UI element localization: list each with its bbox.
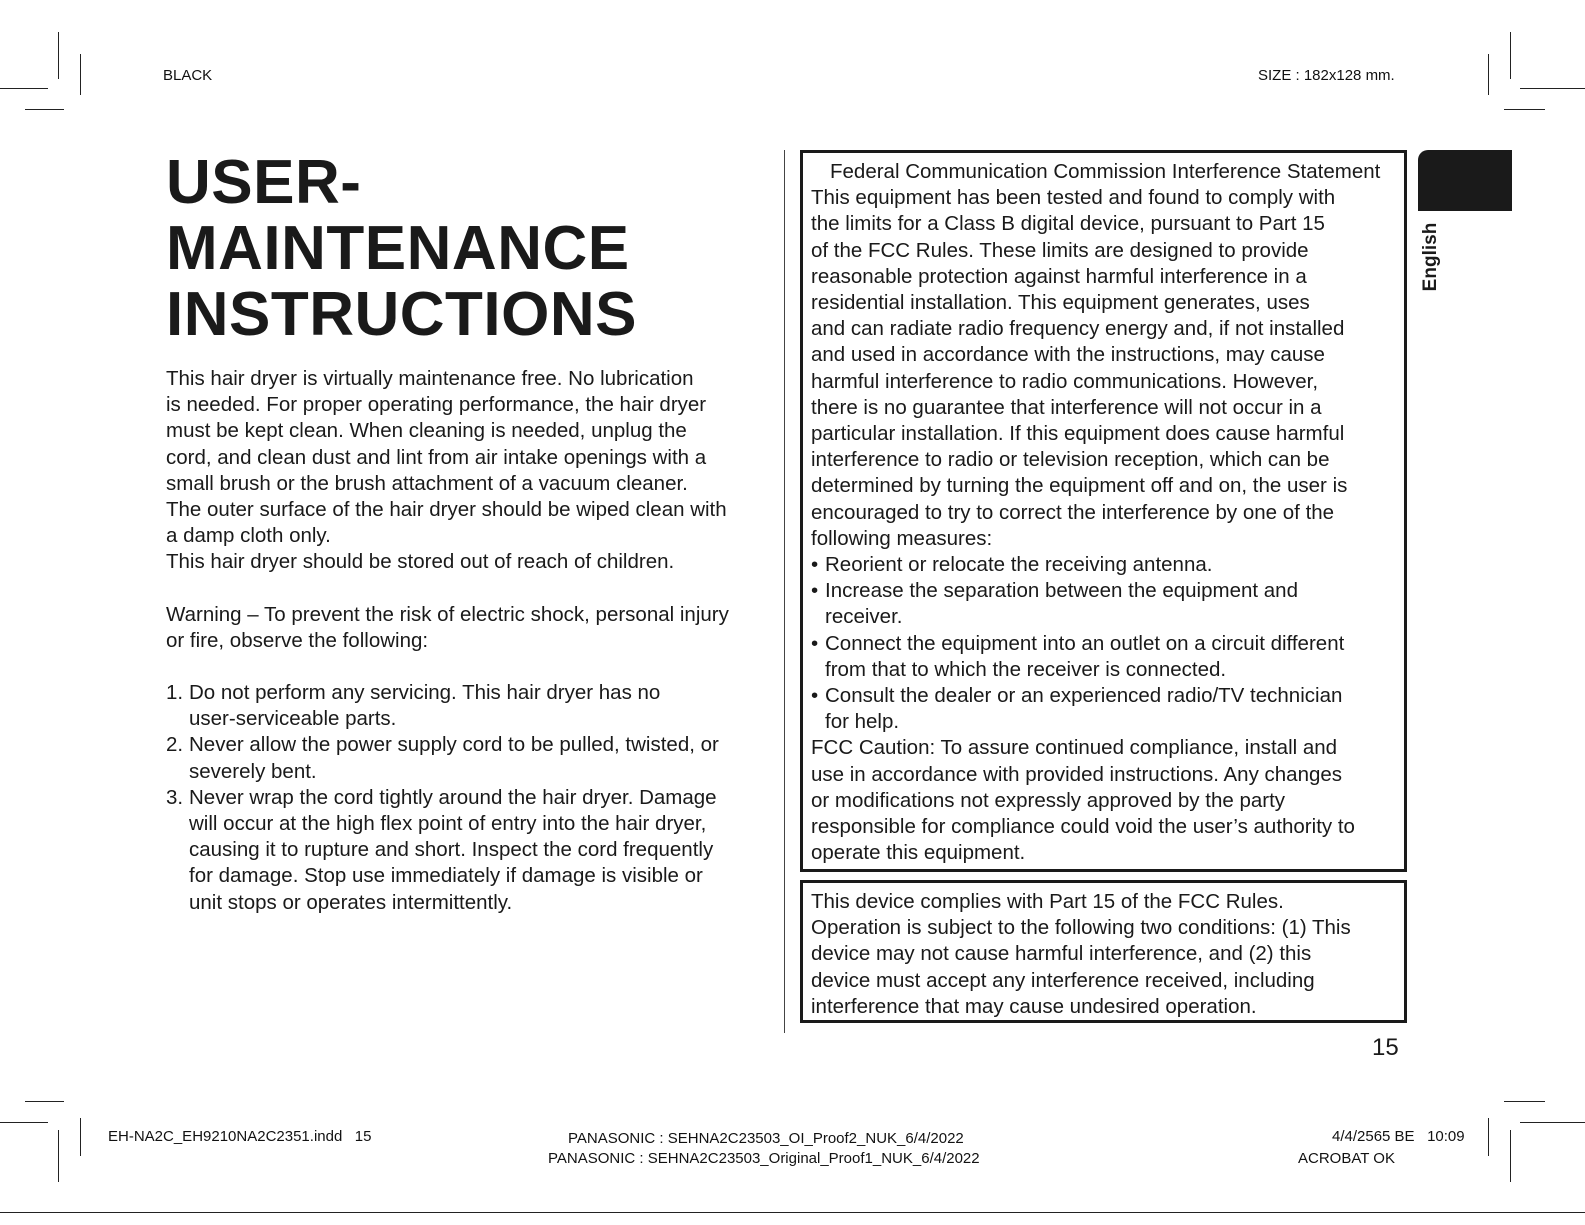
- text-line: responsible for compliance could void the user’s authority to: [811, 815, 1355, 839]
- text-line: and can radiate radio frequency energy and, if not installed: [811, 317, 1345, 341]
- text-line: reasonable protection against harmful interference in a: [811, 264, 1307, 288]
- maintenance-section: [166, 366, 776, 916]
- text-line: receiver.: [825, 605, 903, 629]
- crop-mark: [1504, 109, 1545, 110]
- crop-mark: [0, 1122, 48, 1123]
- text-line: is needed. For proper operating performance, the hair dryer: [166, 393, 707, 417]
- text-line: device may not cause harmful interference, and (2) this: [811, 942, 1312, 966]
- step-number: 2.: [166, 733, 184, 757]
- crop-mark: [80, 54, 81, 95]
- text-line: determined by turning the equipment off and on, the user is: [811, 474, 1348, 498]
- status-label: ACROBAT OK: [1298, 1150, 1395, 1167]
- list-item: [811, 631, 1404, 683]
- text-line: FCC Caution: To assure continued compliance, install and: [811, 736, 1338, 760]
- list-item: [811, 552, 1404, 578]
- page-bottom-edge: [0, 1212, 1585, 1213]
- text-line: will occur at the high flex point of entry into the hair dryer,: [189, 812, 707, 836]
- text-line: This hair dryer is virtually maintenance free. No lubrication: [166, 367, 694, 390]
- text-line: particular installation. If this equipment does cause harmful: [811, 422, 1345, 446]
- text-line: device must accept any interference received, including: [811, 968, 1315, 992]
- text-line: This device complies with Part 15 of the FCC Rules.: [811, 890, 1284, 913]
- text-line: from that to which the receiver is connected.: [825, 657, 1227, 681]
- text-line: encouraged to try to correct the interference by one of the: [811, 500, 1335, 524]
- text-line: or fire, observe the following:: [166, 628, 429, 652]
- bullet-icon: •: [811, 553, 819, 577]
- column-divider: [784, 150, 785, 1033]
- crop-mark: [1510, 1130, 1511, 1182]
- text-line: This equipment has been tested and found to comply with: [811, 186, 1336, 210]
- fcc-caution: [811, 735, 1404, 866]
- title-line: INSTRUCTIONS: [166, 280, 637, 349]
- bullet-icon: •: [811, 684, 819, 708]
- list-item: [166, 785, 776, 916]
- text-line: Warning – To prevent the risk of electric shock, personal injury: [166, 602, 729, 626]
- step-number: 1.: [166, 681, 184, 705]
- text-line: cord, and clean dust and lint from air intake openings with a: [166, 445, 707, 469]
- text-line: Increase the separation between the equipment and: [825, 579, 1298, 603]
- fcc-paragraph: [811, 185, 1404, 552]
- title-line: MAINTENANCE: [166, 214, 630, 283]
- list-item: [811, 683, 1404, 735]
- language-tab: [1418, 150, 1512, 211]
- text-line: small brush or the brush attachment of a vacuum cleaner.: [166, 471, 688, 495]
- color-label: BLACK: [163, 67, 213, 84]
- page-title: [166, 150, 637, 348]
- text-line: there is no guarantee that interference will not occur in a: [811, 395, 1322, 419]
- crop-mark: [25, 109, 64, 110]
- crop-mark: [1488, 1118, 1489, 1156]
- warning-paragraph: [166, 602, 776, 654]
- text-line: This hair dryer should be stored out of reach of children.: [166, 550, 675, 574]
- fcc-heading: Federal Communication Commission Interference Statement: [830, 160, 1381, 183]
- list-item: [166, 680, 776, 732]
- text-line: for help.: [825, 710, 900, 734]
- text-line: residential installation. This equipment generates, uses: [811, 291, 1310, 315]
- text-line: unit stops or operates intermittently.: [189, 890, 513, 914]
- crop-mark: [25, 1101, 64, 1102]
- text-line: user-serviceable parts.: [189, 707, 397, 731]
- crop-mark: [80, 1118, 81, 1156]
- text-line: Never wrap the cord tightly around the hair dryer. Damage: [189, 785, 717, 809]
- text-line: following measures:: [811, 526, 993, 550]
- date-time: 4/4/2565 BE 10:09: [1332, 1128, 1465, 1145]
- text-line: interference to radio or television reception, which can be: [811, 448, 1330, 472]
- fcc-statement-box: [800, 150, 1407, 872]
- language-label: English: [1420, 222, 1441, 292]
- crop-mark: [1510, 32, 1511, 79]
- proof-line: PANASONIC : SEHNA2C23503_OI_Proof2_NUK_6/4/2022: [568, 1130, 964, 1147]
- servicing-steps: [166, 680, 776, 916]
- crop-mark: [1520, 1122, 1585, 1123]
- crop-mark: [58, 32, 59, 79]
- text-line: the limits for a Class B digital device, pursuant to Part 15: [811, 212, 1325, 236]
- text-line: Connect the equipment into an outlet on a circuit different: [825, 631, 1345, 655]
- size-label: SIZE : 182x128 mm.: [1258, 67, 1395, 84]
- page-number: 15: [1372, 1034, 1399, 1061]
- crop-mark: [1520, 88, 1585, 89]
- list-item: [811, 578, 1404, 630]
- step-number: 3.: [166, 785, 184, 809]
- bullet-icon: •: [811, 579, 819, 603]
- proof-line: PANASONIC : SEHNA2C23503_Original_Proof1_NUK_6/4/2022: [548, 1150, 980, 1167]
- part15-compliance-box: [800, 880, 1407, 1023]
- list-item: [166, 732, 776, 784]
- bullet-icon: •: [811, 631, 819, 655]
- text-line: Consult the dealer or an experienced radio/TV technician: [825, 684, 1343, 708]
- file-name: EH-NA2C_EH9210NA2C2351.indd 15: [108, 1128, 372, 1145]
- text-line: Operation is subject to the following two conditions: (1) This: [811, 916, 1351, 940]
- text-line: or modifications not expressly approved by the party: [811, 788, 1286, 812]
- crop-mark: [0, 88, 48, 89]
- text-line: Never allow the power supply cord to be pulled, twisted, or: [189, 733, 719, 757]
- crop-mark: [1504, 1101, 1545, 1102]
- text-line: Reorient or relocate the receiving antenna.: [825, 553, 1213, 577]
- crop-mark: [1488, 54, 1489, 95]
- text-line: causing it to rupture and short. Inspect the cord frequently: [189, 838, 714, 862]
- text-line: must be kept clean. When cleaning is needed, unplug the: [166, 419, 687, 443]
- title-line: USER-: [166, 148, 362, 217]
- text-line: harmful interference to radio communications. However,: [811, 369, 1319, 393]
- text-line: use in accordance with provided instructions. Any changes: [811, 762, 1343, 786]
- text-line: The outer surface of the hair dryer should be wiped clean with: [166, 498, 727, 522]
- text-line: for damage. Stop use immediately if damage is visible or: [189, 864, 703, 888]
- text-line: interference that may cause undesired operation.: [811, 994, 1257, 1018]
- text-line: of the FCC Rules. These limits are designed to provide: [811, 238, 1309, 262]
- text-line: a damp cloth only.: [166, 524, 331, 548]
- text-line: and used in accordance with the instructions, may cause: [811, 343, 1325, 367]
- intro-paragraph: [166, 366, 776, 576]
- measures-list: [811, 552, 1404, 735]
- text-line: severely bent.: [189, 759, 317, 783]
- text-line: operate this equipment.: [811, 841, 1026, 865]
- text-line: Do not perform any servicing. This hair dryer has no: [189, 681, 661, 705]
- crop-mark: [58, 1130, 59, 1182]
